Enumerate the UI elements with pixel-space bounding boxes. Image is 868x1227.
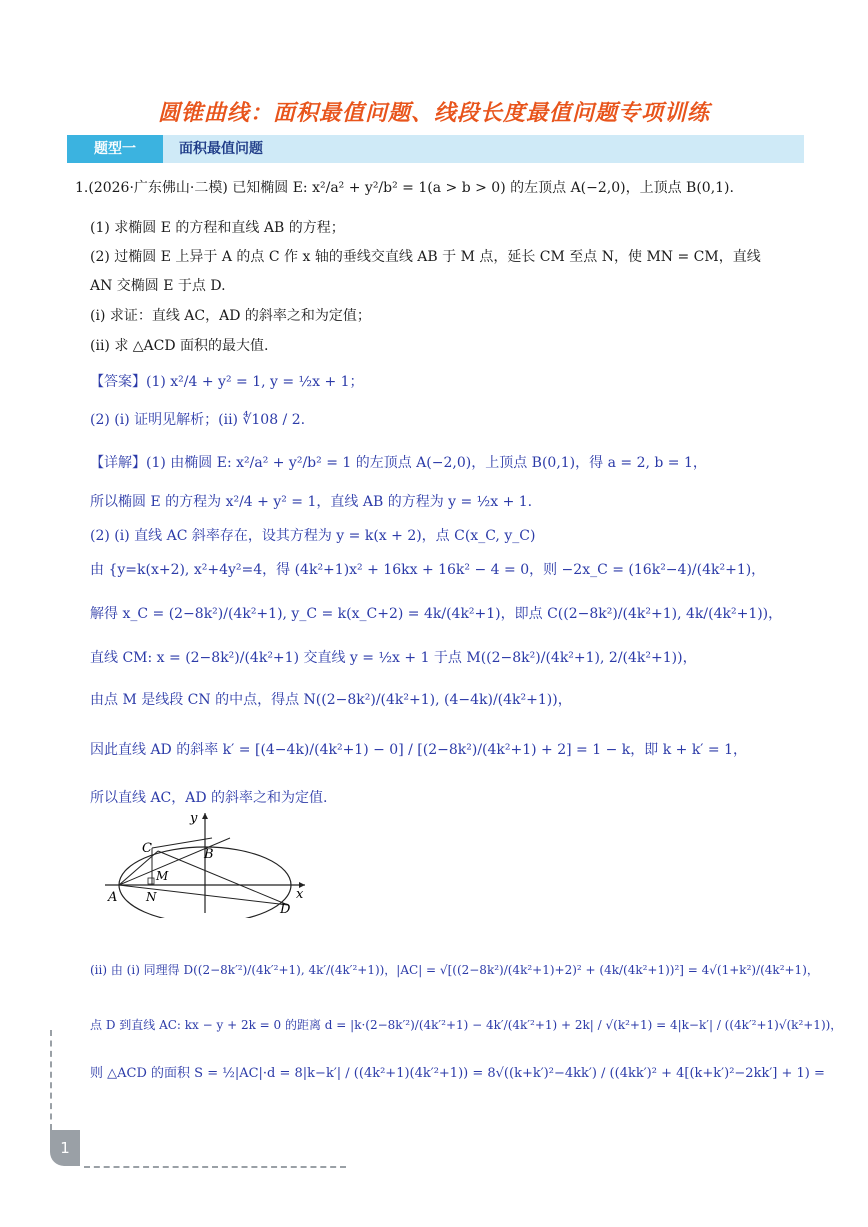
- label-M: M: [156, 869, 169, 883]
- label-C: C: [142, 841, 152, 856]
- page-border-vertical: [50, 1030, 52, 1130]
- detail-line-6: 直线 CM: x = (2−8k²)/(4k²+1) 交直线 y = ½x + 1 于点 M((2−8k²)/(4k²+1), 2/(4k²+1))，: [90, 650, 697, 666]
- answer-line-1: 【答案】(1) x²/4 + y² = 1, y = ½x + 1；: [90, 374, 364, 390]
- page-title: 圆锥曲线：面积最值问题、线段长度最值问题专项训练: [157, 101, 710, 126]
- detail-line-12: 则 △ACD 的面积 S = ½|AC|·d = 8|k−k′| / ((4k²+1)(4k′²+1)) = 8√((k+k′)²−4kk′) / ((4kk′)² + 4[(k+k′)²−2kk′] + 1) =: [90, 1066, 825, 1081]
- page-number: 1: [50, 1130, 80, 1166]
- detail-line-2: 所以椭圆 E 的方程为 x²/4 + y² = 1，直线 AB 的方程为 y = ½x + 1.: [90, 494, 533, 510]
- label-A: A: [108, 890, 118, 905]
- problem-line-4: AN 交椭圆 E 于点 D.: [90, 278, 226, 294]
- detail-line-7: 由点 M 是线段 CN 的中点，得点 N((2−8k²)/(4k²+1), (4−4k)/(4k²+1))，: [90, 692, 572, 708]
- label-N: N: [146, 890, 157, 904]
- detail-line-10: (ii) 由 (i) 同理得 D((2−8k′²)/(4k′²+1), 4k′/(4k′²+1))，|AC| = √[((2−8k²)/(4k²+1)+2)² + (4k/(4k²+1))²] = 4√(1+k²)/(4k²+1)，: [90, 963, 819, 977]
- section-banner: [67, 135, 804, 163]
- detail-line-9: 所以直线 AC，AD 的斜率之和为定值.: [90, 790, 328, 806]
- label-D: D: [280, 902, 291, 917]
- right-angle-mark: [148, 878, 154, 884]
- problem-line-1: 1.(2026·广东佛山·二模) 已知椭圆 E: x²/a² + y²/b² = 1(a > b > 0) 的左顶点 A(−2,0)，上顶点 B(0,1).: [75, 180, 734, 196]
- detail-line-4: 由 {y=k(x+2), x²+4y²=4，得 (4k²+1)x² + 16kx + 16k² − 4 = 0，则 −2x_C = (16k²−4)/(4k²+1)，: [90, 562, 766, 578]
- detail-line-1: 【详解】(1) 由椭圆 E: x²/a² + y²/b² = 1 的左顶点 A(−2,0)，上顶点 B(0,1)，得 a = 2, b = 1，: [90, 455, 707, 471]
- detail-line-8: 因此直线 AD 的斜率 k′ = [(4−4k)/(4k²+1) − 0] / [(2−8k²)/(4k²+1) + 2] = 1 − k，即 k + k′ = 1，: [90, 742, 748, 758]
- banner-tag: 题型一: [67, 135, 163, 163]
- detail-line-11: 点 D 到直线 AC: kx − y + 2k = 0 的距离 d = |k·(2−8k′²)/(4k′²+1) − 4k′/(4k′²+1) + 2k| / √(k²+1) = 4|k−k′| / ((4k′²+1)√(k²+1))，: [90, 1018, 843, 1032]
- ellipse-figure: [100, 808, 320, 918]
- banner-topic: 面积最值问题: [179, 141, 263, 157]
- y-axis-arrow: [202, 813, 208, 819]
- answer-line-2: (2) (i) 证明见解析；(ii) ∜108 / 2.: [90, 412, 306, 428]
- label-y: y: [190, 811, 198, 826]
- label-B: B: [204, 847, 214, 862]
- detail-line-5: 解得 x_C = (2−8k²)/(4k²+1), y_C = k(x_C+2) = 4k/(4k²+1)，即点 C((2−8k²)/(4k²+1), 4k/(4k²+1))，: [90, 606, 783, 622]
- page-border-horizontal: [84, 1166, 346, 1168]
- problem-line-2: (1) 求椭圆 E 的方程和直线 AB 的方程；: [90, 220, 345, 236]
- label-x: x: [296, 887, 304, 902]
- problem-line-6: (ii) 求 △ACD 面积的最大值.: [90, 338, 269, 354]
- detail-line-3: (2) (i) 直线 AC 斜率存在，设其方程为 y = k(x + 2)，点 C(x_C, y_C): [90, 528, 536, 544]
- problem-line-3: (2) 过椭圆 E 上异于 A 的点 C 作 x 轴的垂线交直线 AB 于 M 点，延长 CM 至点 N，使 MN = CM，直线: [90, 249, 761, 265]
- problem-line-5: (i) 求证：直线 AC，AD 的斜率之和为定值；: [90, 308, 371, 324]
